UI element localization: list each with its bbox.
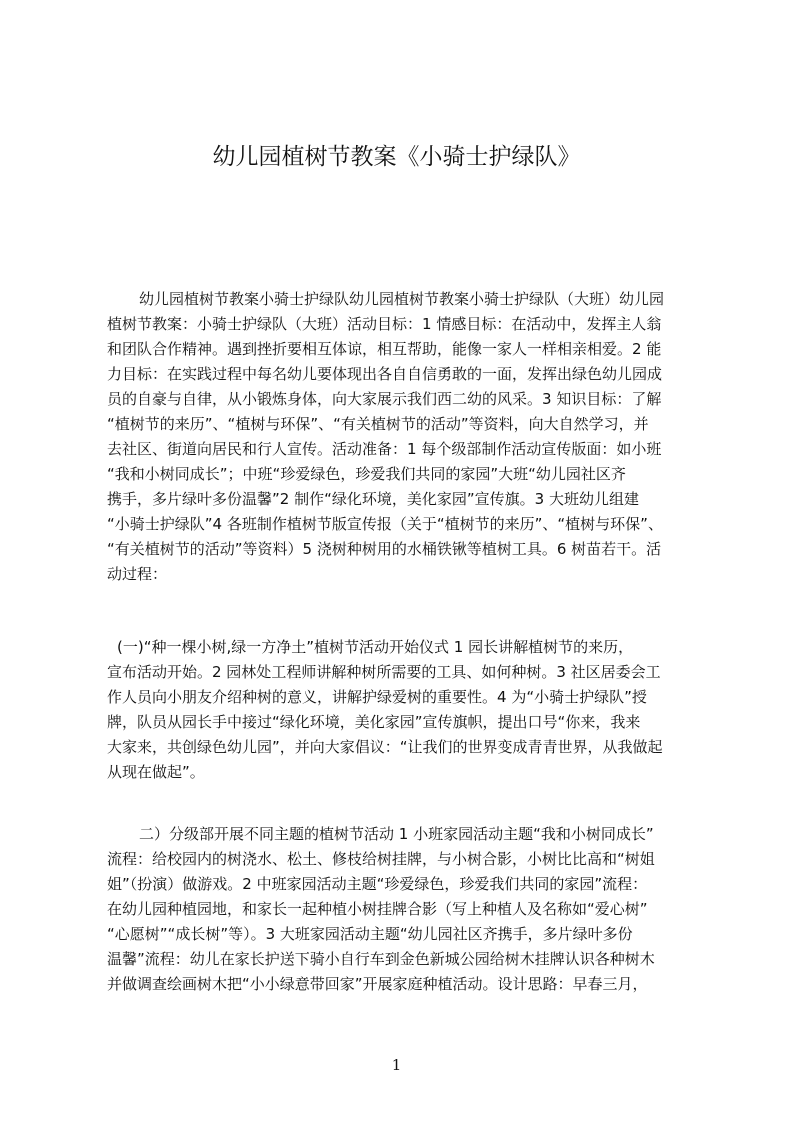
- text-line: 力目标：在实践过程中每名幼儿要体现出各自自信勇敢的一面，发挥出绿色幼儿园成: [107, 365, 663, 383]
- text-line: 携手，多片绿叶多份温馨”2 制作“绿化环境，美化家园”宣传旗。3 大班幼儿组建: [107, 490, 639, 508]
- paragraph-ceremony: [107, 635, 697, 785]
- text-line: 从现在做起”。: [107, 763, 205, 781]
- text-line: “有关植树节的活动”等资料）5 浇树种树用的水桶铁锹等植树工具。6 树苗若干。活: [107, 540, 662, 558]
- text-line: 并做调查绘画树木把“小小绿意带回家”开展家庭种植活动。设计思路：早春三月，: [107, 975, 648, 993]
- text-line: 去社区、街道向居民和行人宣传。活动准备：1 每个级部制作活动宣传版面：如小班: [107, 440, 662, 458]
- text-line: “小骑士护绿队”4 各班制作植树节版宣传报（关于“植树节的来历”、“植树与环保”、: [107, 515, 663, 533]
- text-line: 姐”（扮演）做游戏。2 中班家园活动主题“珍爱绿色，珍爱我们共同的家园”流程：: [107, 875, 648, 893]
- text-line: 在幼儿园种植园地，和家长一起种植小树挂牌合影（写上种植人及名称如“爱心树”: [107, 900, 648, 918]
- text-line: 动过程：: [107, 565, 168, 583]
- text-line: 员的自豪与自律，从小锻炼身体，向大家展示我们西二幼的风采。3 知识目标：了解: [107, 390, 662, 408]
- text-line: 牌，队员从园长手中接过“绿化环境，美化家园”宣传旗帜，提出口号“你来，我来: [107, 713, 641, 731]
- text-line: “植树节的来历”、“植树与环保”、“有关植树节的活动”等资料，向大自然学习，并: [107, 415, 649, 433]
- paragraph-grade-activities: [107, 822, 697, 997]
- text-line: 宣布活动开始。2 园林处工程师讲解种树所需要的工具、如何种树。3 社区居委会工: [107, 663, 661, 681]
- text-line: (一)“种一棵小树,绿一方净土”植树节活动开始仪式 1 园长讲解植树节的来历，: [117, 638, 634, 656]
- text-line: 大家来，共创绿色幼儿园”，并向大家倡议：“让我们的世界变成青青世界，从我做起: [107, 738, 663, 756]
- paragraph-intro: [107, 287, 697, 587]
- text-line: 幼儿园植树节教案小骑士护绿队幼儿园植树节教案小骑士护绿队（大班）幼儿园: [139, 290, 665, 308]
- text-line: “我和小树同成长”；中班“珍爱绿色，珍爱我们共同的家园”大班“幼儿园社区齐: [107, 465, 626, 483]
- text-line: 作人员向小朋友介绍种树的意义，讲解护绿爱树的重要性。4 为“小骑士护绿队”授: [107, 688, 647, 706]
- page-number: 1: [391, 1056, 402, 1074]
- document-title: 幼儿园植树节教案《小骑士护绿队》: [212, 144, 581, 170]
- text-line: 流程：给校园内的树浇水、松土、修枝给树挂牌，与小树合影，小树比比高和“树姐: [107, 850, 655, 868]
- text-line: “心愿树”“成长树”等）。3 大班家园活动主题“幼儿园社区齐携手，多片绿叶多份: [107, 925, 633, 943]
- text-line: 植树节教案：小骑士护绿队（大班）活动目标：1 情感目标：在活动中，发挥主人翁: [107, 315, 662, 333]
- text-line: 和团队合作精神。遇到挫折要相互体谅，相互帮助，能像一家人一样相亲相爱。2 能: [107, 340, 662, 358]
- text-line: 二）分级部开展不同主题的植树节活动 1 小班家园活动主题“我和小树同成长”: [139, 825, 654, 843]
- text-line: 温馨”流程：幼儿在家长护送下骑小自行车到金色新城公园给树木挂牌认识各种树木: [107, 950, 655, 968]
